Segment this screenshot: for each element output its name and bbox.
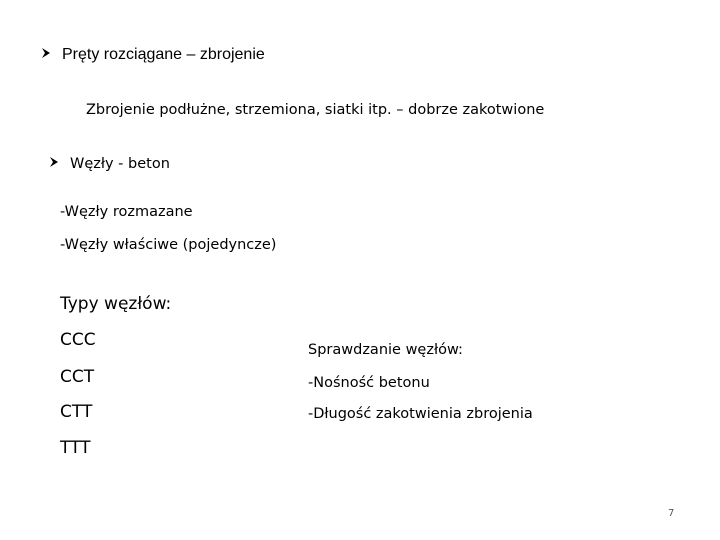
- arrow-bullet-icon: [48, 155, 62, 169]
- reinforcement-line: Zbrojenie podłużne, strzemiona, siatki itp. – dobrze zakotwione: [86, 102, 545, 118]
- node-item: -Węzły rozmazane: [60, 204, 193, 220]
- nodes-text: Węzły - beton: [70, 156, 170, 172]
- node-type: CTT: [60, 402, 93, 422]
- node-type: CCT: [60, 367, 95, 387]
- heading-text: Pręty rozciągane – zbrojenie: [62, 46, 265, 63]
- node-types-title: Typy węzłów:: [60, 294, 172, 314]
- node-item: -Węzły właściwe (pojedyncze): [60, 237, 277, 253]
- node-type: CCC: [60, 330, 96, 350]
- node-type: TTT: [60, 438, 91, 458]
- arrow-bullet-icon: [40, 46, 54, 60]
- node-check-title: Sprawdzanie węzłów:: [308, 342, 463, 358]
- heading-bullet: [40, 46, 265, 64]
- nodes-bullet: [48, 155, 170, 172]
- node-check-item: -Nośność betonu: [308, 375, 430, 391]
- node-check-item: -Długość zakotwienia zbrojenia: [308, 406, 533, 422]
- page-number: 7: [668, 508, 675, 519]
